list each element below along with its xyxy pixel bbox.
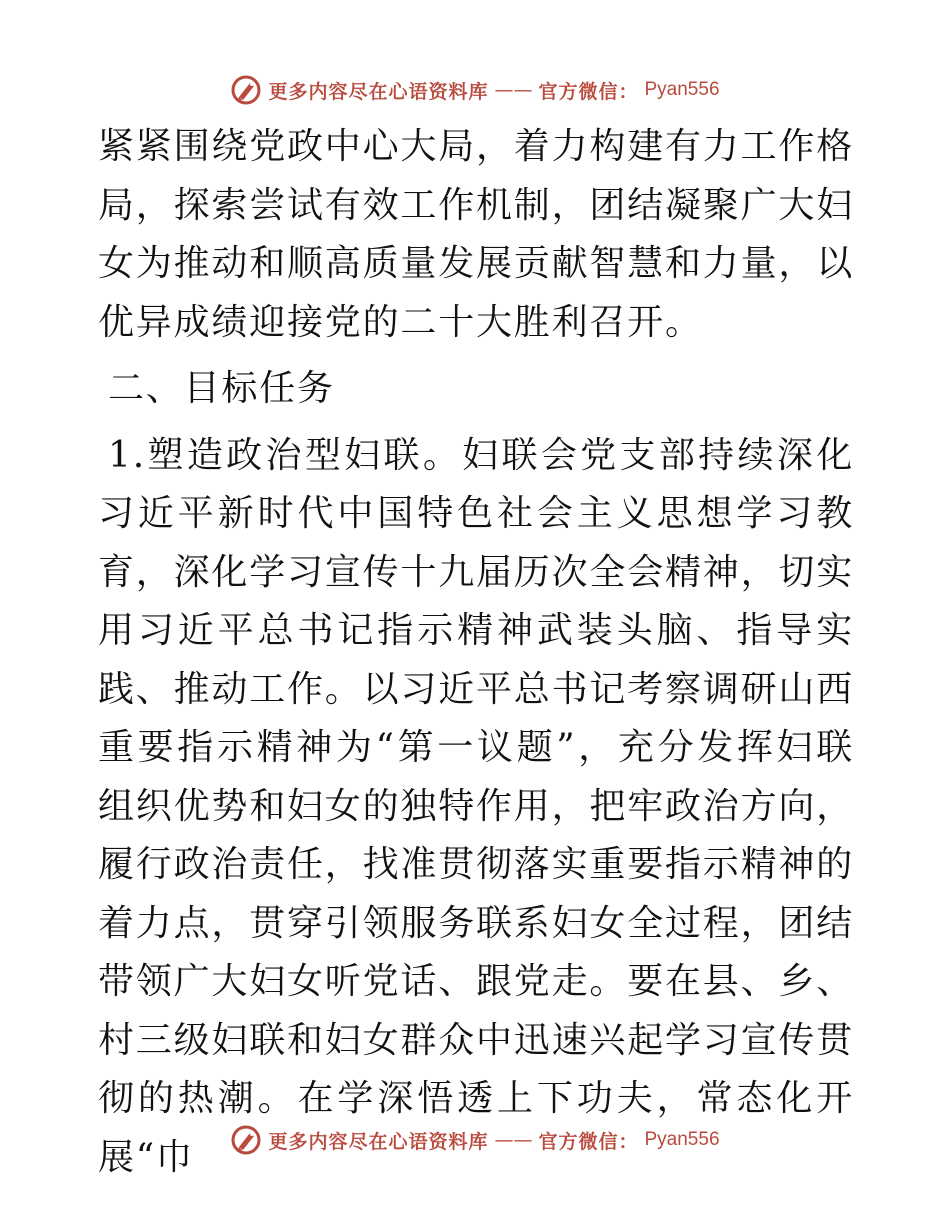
banner-account: Pyan556 [644,1129,720,1150]
banner-content [230,1124,719,1156]
banner-account: Pyan556 [644,79,720,100]
paragraph: 紧紧围绕党政中心大局，着力构建有力工作格局，探索尝试有效工作机制，团结凝聚广大妇女为推动和顺高质量发展贡献智慧和力量，以优异成绩迎接党的二十大胜利召开。 [98,126,855,343]
footer-banner [0,1120,950,1160]
banner-title: 更多内容尽在心语资料库 [268,1130,489,1153]
banner-wechat-label: 官方微信： [538,80,639,103]
pen-logo-icon [230,74,262,106]
banner-title: 更多内容尽在心语资料库 [268,80,489,103]
header-banner [0,70,950,110]
banner-dash: —— [494,79,533,101]
banner-content [230,74,719,106]
banner-wechat-label: 官方微信： [538,1130,639,1153]
pen-logo-icon [230,1124,262,1156]
section-heading: 二、目标任务 [108,368,335,409]
document-body [98,118,854,1187]
list-item-paragraph: 1.塑造政治型妇联。妇联会党支部持续深化习近平新时代中国特色社会主义思想学习教育，深化学习宣传十九届历次全会精神，切实用习近平总书记指示精神武装头脑、指导实践、推动工作。以习近平总书记考察调研山西重要指示精神为“第一议题”，充分发挥妇联组织优势和妇女的独特作用，把牢政治方向，履行政治责任，找准贯彻落实重要指示精神的着力点，贯穿引领服务联系妇女全过程，团结带领广大妇女听党话、跟党走。要在县、乡、村三级妇联和妇女群众中迅速兴起学习宣传贯彻的热潮。在学深悟透上下功夫，常态化开展“巾 [98,434,855,1178]
banner-dash: —— [494,1129,533,1151]
